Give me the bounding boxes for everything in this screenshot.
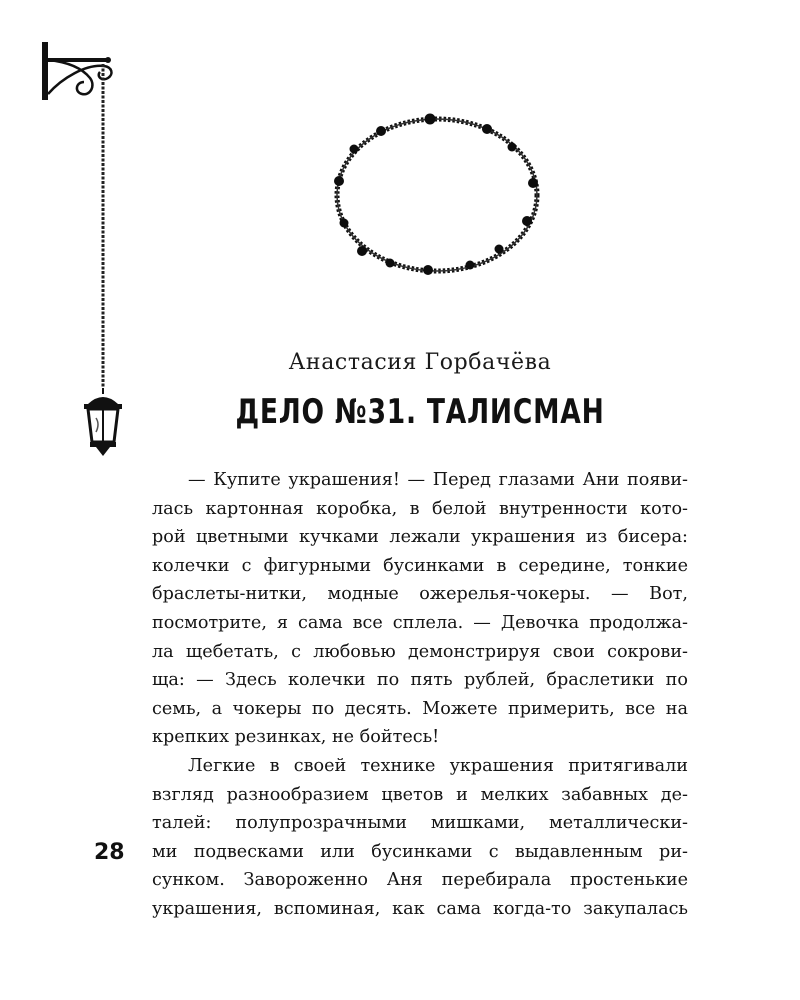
text-line: украшения, вспоминая, как сама когда-то закупалась (152, 898, 688, 919)
text-line: крепких резинках, не бойтесь! (152, 727, 440, 748)
text-line: ла щебетать, с любовью демонстрируя свои сокрови- (152, 641, 688, 662)
text-line: взгляд разнообразием цветов и мелких забавных де- (152, 784, 688, 805)
text-line: — Купите украшения! — Перед глазами Ани появи- (188, 470, 688, 490)
body-text (152, 466, 688, 924)
text-line: колечки с фигурными бусинками в середине, тонкие (152, 555, 688, 576)
page-number: 28 (94, 840, 125, 865)
text-line: рой цветными кучками лежали украшения из бисера: (152, 527, 688, 548)
text-line: лась картонная коробка, в белой внутренности кото- (152, 498, 688, 519)
author-name: Анастасия Горбачёва (288, 350, 552, 375)
text-line: сунком. Завороженно Аня перебирала простенькие (152, 870, 688, 891)
beaded-bracelet-icon (322, 105, 552, 285)
text-line: семь, а чокеры по десять. Можете примерить, все на (152, 698, 688, 719)
text-line: браслеты-нитки, модные ожерелья-чокеры. — Вот, (152, 584, 688, 605)
text-line: ща: — Здесь колечки по пять рублей, браслетики по (152, 670, 688, 691)
text-line: талей: полупрозрачными мишками, металлически- (152, 813, 688, 834)
text-line: Легкие в своей технике украшения притягивали (188, 755, 688, 776)
text-line: посмотрите, я сама все сплела. — Девочка продолжа- (152, 612, 688, 633)
text-line: ми подвесками или бусинками с выдавленным ри- (152, 841, 688, 862)
chapter-title: ДЕЛО №31. ТАЛИСМАН (235, 392, 605, 432)
